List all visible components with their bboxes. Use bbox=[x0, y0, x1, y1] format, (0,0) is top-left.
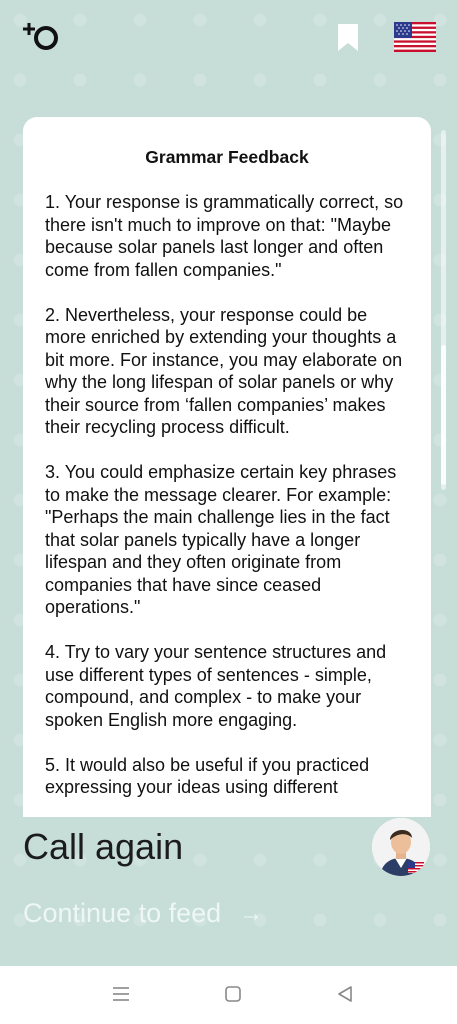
top-bar bbox=[0, 0, 457, 80]
feedback-paragraph: 3. You could emphasize certain key phrases to make the message clearer. For example: "Perhaps the main challenge lies in the fact that solar panels typically have a longer lifespan and they often originate from companies that have since ceased operations." bbox=[45, 462, 397, 617]
feedback-paragraph: 2. Nevertheless, your response could be more enriched by extending your thoughts a bit more. For instance, you may elaborate on why the long lifespan of solar panels or why their source from ‘fallen companies’ makes their recycling process difficult. bbox=[45, 304, 403, 437]
bookmark-icon[interactable] bbox=[336, 24, 360, 52]
feedback-paragraph: 4. Try to vary your sentence structures and use different types of sentences - simple, compound, and complex - to make your spoken English more engaging. bbox=[45, 642, 387, 730]
home-icon[interactable] bbox=[223, 985, 247, 1005]
menu-icon[interactable] bbox=[111, 985, 135, 1005]
system-navigation-bar bbox=[0, 966, 457, 1024]
call-again-button[interactable]: Call again bbox=[23, 826, 184, 867]
back-icon[interactable] bbox=[335, 985, 359, 1005]
plus-circle-logo-icon[interactable] bbox=[22, 22, 62, 54]
us-flag-icon[interactable] bbox=[394, 22, 436, 52]
continue-label: Continue to feed bbox=[23, 898, 222, 928]
feedback-text bbox=[45, 191, 411, 817]
arrow-right-icon: → bbox=[239, 899, 264, 927]
tutor-avatar[interactable] bbox=[372, 818, 430, 876]
continue-to-feed-button[interactable] bbox=[23, 898, 263, 929]
card-title: Grammar Feedback bbox=[145, 147, 309, 167]
feedback-paragraph: 5. It would also be useful if you practiced expressing your ideas using different bbox=[45, 754, 370, 797]
grammar-feedback-card[interactable] bbox=[23, 117, 431, 817]
scrollbar-thumb[interactable] bbox=[441, 345, 446, 485]
feedback-paragraph: 1. Your response is grammatically correct, so there isn't much to improve on that: "Maybe because solar panels last longer and often come from fallen companies." bbox=[45, 192, 404, 280]
